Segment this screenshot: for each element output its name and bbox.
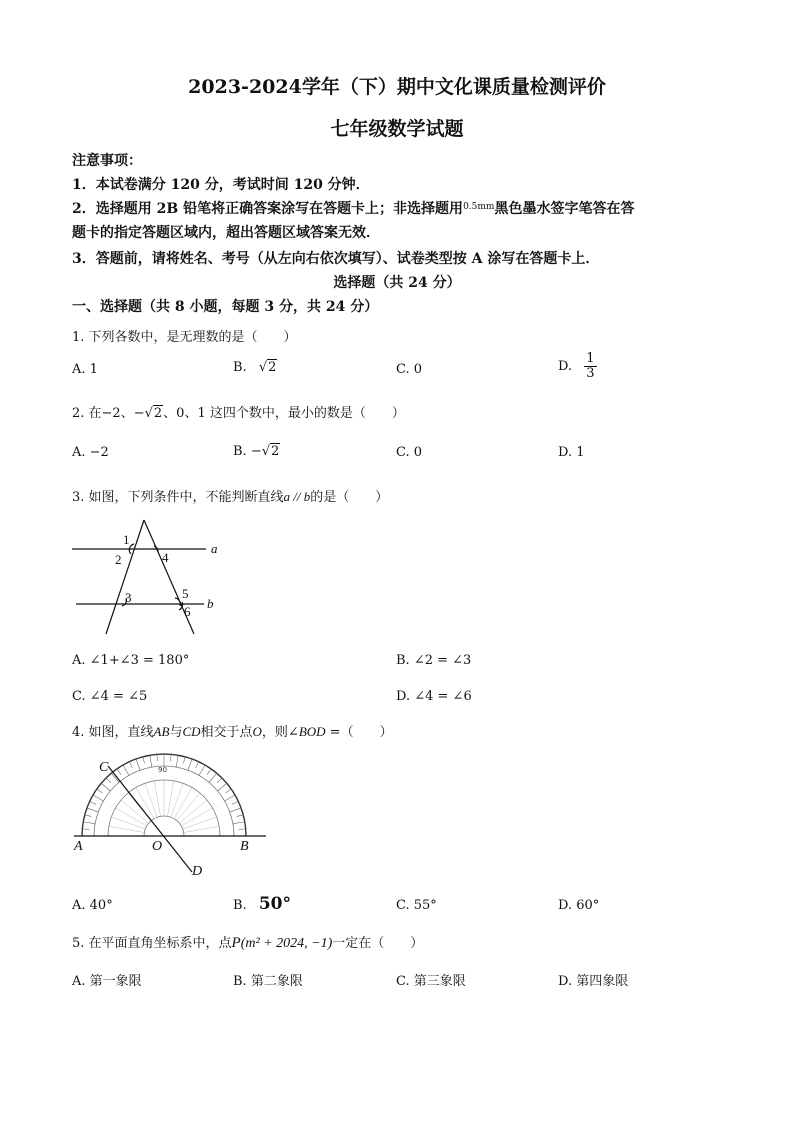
protractor-tick xyxy=(97,789,103,793)
note-2-unit: 0.5mm xyxy=(463,202,495,212)
fig-label-6: 6 xyxy=(184,604,191,619)
protractor-tick xyxy=(232,801,238,804)
q3-stem-math: a // b xyxy=(283,489,311,504)
q5-stem xyxy=(72,932,423,952)
q4-stem-e: =（ ） xyxy=(325,725,393,740)
note-1: 1．本试卷满分 120 分，考试时间 120 分钟． xyxy=(72,177,370,193)
point-a-label: A xyxy=(74,839,83,854)
protractor-tick xyxy=(136,759,140,770)
protractor-spoke xyxy=(181,808,212,826)
q2-stem xyxy=(72,402,405,421)
protractor-tick xyxy=(218,783,227,791)
note-3: 3．答题前，请将姓名、考号（从左向右依次填写）、试卷类型按 A 涂写在答题卡上． xyxy=(72,251,600,267)
section-subheading: 选择题（共 24 分） xyxy=(333,275,461,291)
protractor-90-label: 90 xyxy=(158,766,167,774)
protractor-spoke xyxy=(174,788,192,819)
section-heading: 一、选择题（共 8 小题，每题 3 分，共 24 分） xyxy=(72,299,379,315)
protractor-tick xyxy=(207,769,211,775)
note-2-part-a: 2．选择题用 2B 铅笔将正确答案涂写在答题卡上；非选择题用 xyxy=(72,201,464,217)
protractor-tick xyxy=(176,755,178,767)
protractor-tick xyxy=(106,778,111,783)
protractor-tick xyxy=(225,795,235,801)
q1-option-a: A. 1 xyxy=(72,362,98,377)
angle-arc-5 xyxy=(175,598,180,606)
q4-option-d: D. 60° xyxy=(558,898,600,913)
protractor-tick xyxy=(225,789,231,793)
exam-title: 2023-2024学年（下）期中文化课质量检测评价 xyxy=(188,76,606,98)
q4-option-c: C. 55° xyxy=(396,898,437,913)
protractor-tick xyxy=(129,762,132,768)
q5-stem-b: 一定在（ ） xyxy=(332,936,424,951)
q4-stem-o: O xyxy=(252,724,262,739)
q4-stem-cd: CD xyxy=(182,724,201,739)
q4-option-b-value: 50° xyxy=(258,894,291,914)
q4-stem-c: 相交于点 xyxy=(200,725,253,740)
protractor-spoke xyxy=(179,800,207,823)
q3-parallel-lines-figure xyxy=(70,518,230,640)
q5-option-a: A. 第一象限 xyxy=(72,974,142,989)
q1-option-d-label: D. xyxy=(558,359,573,374)
q4-stem xyxy=(72,721,393,740)
protractor-spoke xyxy=(136,788,154,819)
q5-stem-p: P xyxy=(231,935,241,951)
q2-option-d: D. 1 xyxy=(558,445,585,460)
q4-stem-d: ，则∠ xyxy=(261,725,299,740)
note-2-cont: 题卡的指定答题区域内，超出答题区域答案无效． xyxy=(72,225,380,241)
fig-label-1: 1 xyxy=(123,532,130,547)
protractor-spoke xyxy=(116,808,147,826)
protractor-tick xyxy=(82,829,89,830)
protractor-tick xyxy=(233,822,245,824)
protractor-spoke xyxy=(177,793,200,821)
q2-option-a: A. −2 xyxy=(72,445,109,460)
protractor-spoke xyxy=(145,783,157,817)
protractor-spoke xyxy=(154,781,160,816)
fraction xyxy=(584,352,596,381)
q1-option-b-label: B. xyxy=(233,360,247,375)
sqrt-symbol: √2 xyxy=(144,406,163,421)
point-c-label: C xyxy=(99,760,109,775)
point-o-label: O xyxy=(152,839,163,854)
q2-option-c: C. 0 xyxy=(396,445,423,460)
protractor-spoke xyxy=(167,781,173,816)
fig-label-5: 5 xyxy=(182,586,189,601)
q2-stem-a: 2. 在−2、− xyxy=(72,406,145,421)
q4-stem-bod: BOD xyxy=(298,724,326,739)
protractor-tick xyxy=(150,755,152,767)
q2-stem-b: 、0、1 这四个数中，最小的数是（ ） xyxy=(163,406,405,421)
protractor-spoke xyxy=(109,826,144,832)
point-b-label: B xyxy=(240,839,249,854)
protractor-tick xyxy=(157,754,158,761)
protractor-tick xyxy=(183,757,185,764)
sqrt-symbol: √2 xyxy=(258,360,277,375)
q4-stem-a: 4. 如图，直线 xyxy=(72,725,154,740)
q4-option-b xyxy=(233,894,291,914)
protractor-tick xyxy=(87,808,98,812)
note-2-part-b: 黑色墨水签字笔答在答 xyxy=(494,201,635,217)
q1-option-b-radicand: 2 xyxy=(268,360,277,375)
protractor-tick xyxy=(236,815,243,817)
q1-option-c: C. 0 xyxy=(396,362,423,377)
q1-stem: 1. 下列各数中，是无理数的是（ ） xyxy=(72,330,297,345)
note-2 xyxy=(72,198,634,218)
q3-stem xyxy=(72,486,388,505)
q1-option-d-denominator: 3 xyxy=(586,366,595,381)
q1-option-d-numerator: 1 xyxy=(586,351,595,366)
q4-stem-ab: AB xyxy=(153,724,170,739)
q4-option-a: A. 40° xyxy=(72,898,113,913)
q3-stem-b: 的是（ ） xyxy=(310,490,389,505)
fig-label-3: 3 xyxy=(125,590,132,605)
protractor-spoke xyxy=(183,817,217,829)
protractor-tick xyxy=(209,773,217,782)
protractor-tick xyxy=(188,759,192,770)
q3-option-d: D. ∠4 = ∠6 xyxy=(396,689,472,704)
q5-option-d: D. 第四象限 xyxy=(558,974,629,989)
protractor-tick xyxy=(230,808,241,812)
q3-option-b: B. ∠2 = ∠3 xyxy=(396,653,472,668)
q5-stem-expr: (m² + 2024, −1) xyxy=(240,936,333,951)
q3-stem-a: 3. 如图，下列条件中，不能判断直线 xyxy=(72,490,284,505)
q3-option-c: C. ∠4 = ∠5 xyxy=(72,689,148,704)
sqrt-symbol: √2 xyxy=(261,444,280,459)
protractor-tick xyxy=(217,778,222,783)
protractor-spoke xyxy=(171,783,183,817)
fig-label-4: 4 xyxy=(162,550,169,565)
q2-option-b-label: B. − xyxy=(233,444,262,459)
protractor-tick xyxy=(117,769,121,775)
fig-label-2: 2 xyxy=(115,552,122,567)
protractor-tick xyxy=(239,829,246,830)
q3-option-a: A. ∠1+∠3 = 180° xyxy=(72,653,190,668)
protractor-tick xyxy=(171,754,172,761)
q2-stem-radicand: 2 xyxy=(153,406,163,421)
q5-stem-a: 5. 在平面直角坐标系中，点 xyxy=(72,936,232,951)
protractor-tick xyxy=(83,822,95,824)
notes-heading: 注意事项： xyxy=(72,153,142,169)
protractor-tick xyxy=(123,765,129,775)
q2-option-b-radicand: 2 xyxy=(271,444,280,459)
protractor-spoke xyxy=(184,826,219,832)
protractor-tick xyxy=(90,801,96,804)
protractor-tick xyxy=(101,783,110,791)
protractor-tick xyxy=(143,757,145,764)
fig-label-a: a xyxy=(211,541,218,556)
protractor-tick xyxy=(196,762,199,768)
q5-option-b: B. 第二象限 xyxy=(233,974,303,989)
protractor-tick xyxy=(199,765,205,775)
q5-option-c: C. 第三象限 xyxy=(396,974,466,989)
protractor-spoke xyxy=(111,817,145,829)
q4-option-b-label: B. xyxy=(233,898,247,913)
protractor-tick xyxy=(93,795,103,801)
q4-protractor-figure xyxy=(70,752,270,880)
exam-subtitle: 七年级数学试题 xyxy=(330,118,464,140)
q2-option-b xyxy=(233,444,280,459)
protractor-tick xyxy=(85,815,92,817)
q4-stem-b: 与 xyxy=(169,725,183,740)
q1-option-d xyxy=(558,352,597,381)
q1-option-b xyxy=(233,360,277,375)
point-d-label: D xyxy=(192,864,203,879)
fig-label-b: b xyxy=(207,596,214,611)
